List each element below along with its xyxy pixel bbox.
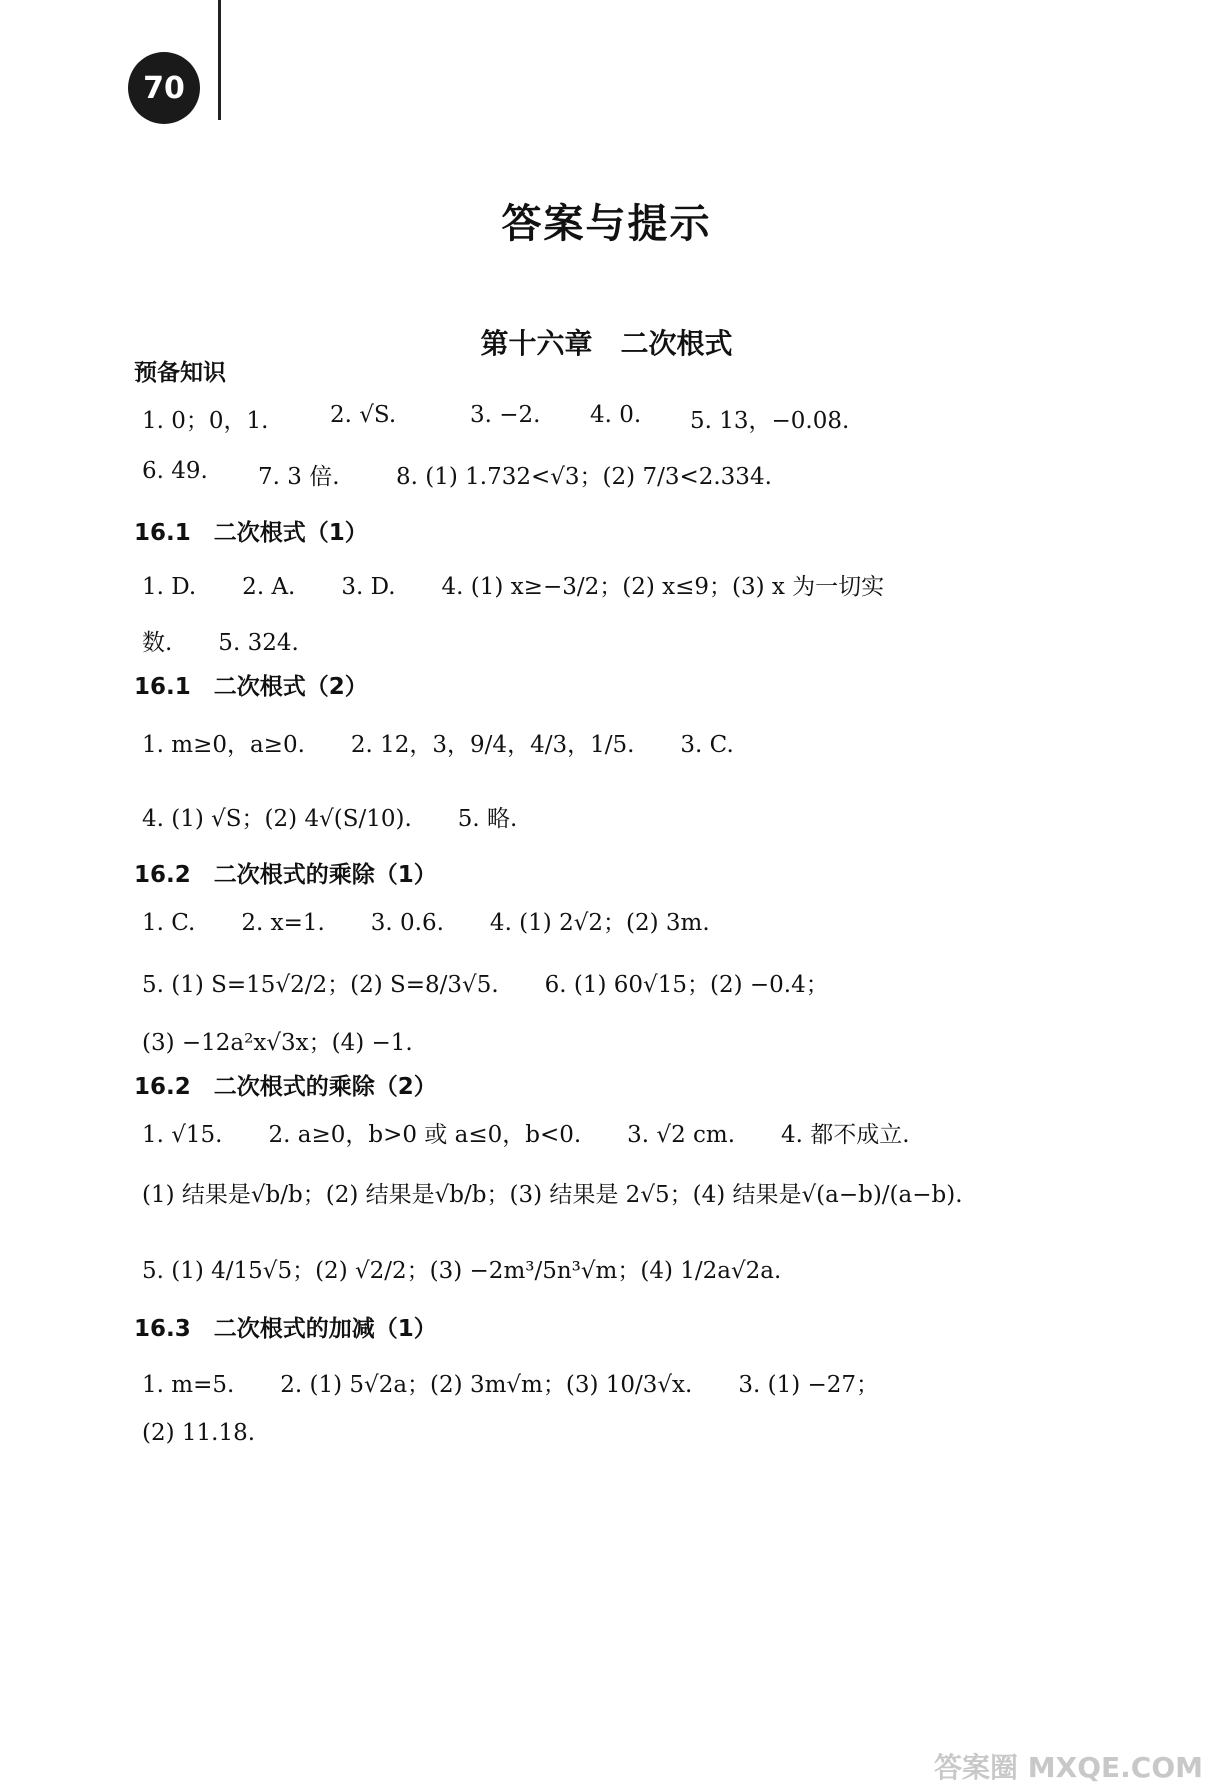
answer-line: (2) 11.18. (142, 1420, 256, 1446)
answer-text: 8. (1) 1.732<√3；(2) 7/3<2.334. (396, 464, 772, 490)
page-number-badge: 70 (128, 52, 200, 124)
answer-line: (3) −12a²x√3x；(4) −1. (142, 1030, 413, 1056)
answer-line: 1. D. 2. A. 3. D. 4. (1) x≥−3/2；(2) x≤9；(3) x 为一切实 (142, 574, 885, 600)
section-heading: 16.2 二次根式的乘除（1） (134, 862, 437, 888)
chapter-title: 第十六章 二次根式 (480, 327, 733, 360)
answer-line: 数. 5. 324. (142, 630, 299, 656)
answer-line: 1. C. 2. x=1. 3. 0.6. 4. (1) 2√2；(2) 3m. (142, 910, 710, 936)
page-title: 答案与提示 (501, 201, 712, 247)
answer-text: 1. 0；0，1. (142, 408, 269, 434)
answer-text: 2. √S. (330, 402, 397, 428)
answer-text: 6. 49. (142, 458, 208, 484)
answer-text: 5. 13，−0.08. (690, 408, 850, 434)
answer-line: 1. √15. 2. a≥0，b>0 或 a≤0，b<0. 3. √2 cm. 4. 都不成立. (142, 1122, 910, 1148)
answer-text: 3. −2. (470, 402, 541, 428)
answer-line: (1) 结果是√b/b；(2) 结果是√b/b；(3) 结果是 2√5；(4) 结果是√(a−b)/(a−b). (142, 1182, 963, 1208)
watermark-logo: 答案圈 MXQE.COM (934, 1751, 1203, 1784)
answer-line: 5. (1) S=15√2/2；(2) S=8/3√5. 6. (1) 60√15；(2) −0.4； (142, 972, 829, 998)
answer-line: 1. m≥0，a≥0. 2. 12，3，9/4，4/3，1/5. 3. C. (142, 732, 734, 758)
section-heading: 16.1 二次根式（2） (134, 674, 368, 700)
answer-text: 4. 0. (590, 402, 642, 428)
answer-line: 5. (1) 4/15√5；(2) √2/2；(3) −2m³/5n³√m；(4) 1/2a√2a. (142, 1258, 782, 1284)
answer-text: 7. 3 倍. (258, 464, 340, 490)
section-heading: 16.1 二次根式（1） (134, 520, 368, 546)
answer-line: 4. (1) √S；(2) 4√(S/10). 5. 略. (142, 806, 518, 832)
section-heading: 16.3 二次根式的加减（1） (134, 1316, 437, 1342)
header-rule (218, 0, 221, 120)
section-heading-prep: 预备知识 (134, 360, 226, 386)
section-heading: 16.2 二次根式的乘除（2） (134, 1074, 437, 1100)
answer-line: 1. m=5. 2. (1) 5√2a；(2) 3m√m；(3) 10/3√x. 3. (1) −27； (142, 1372, 880, 1398)
